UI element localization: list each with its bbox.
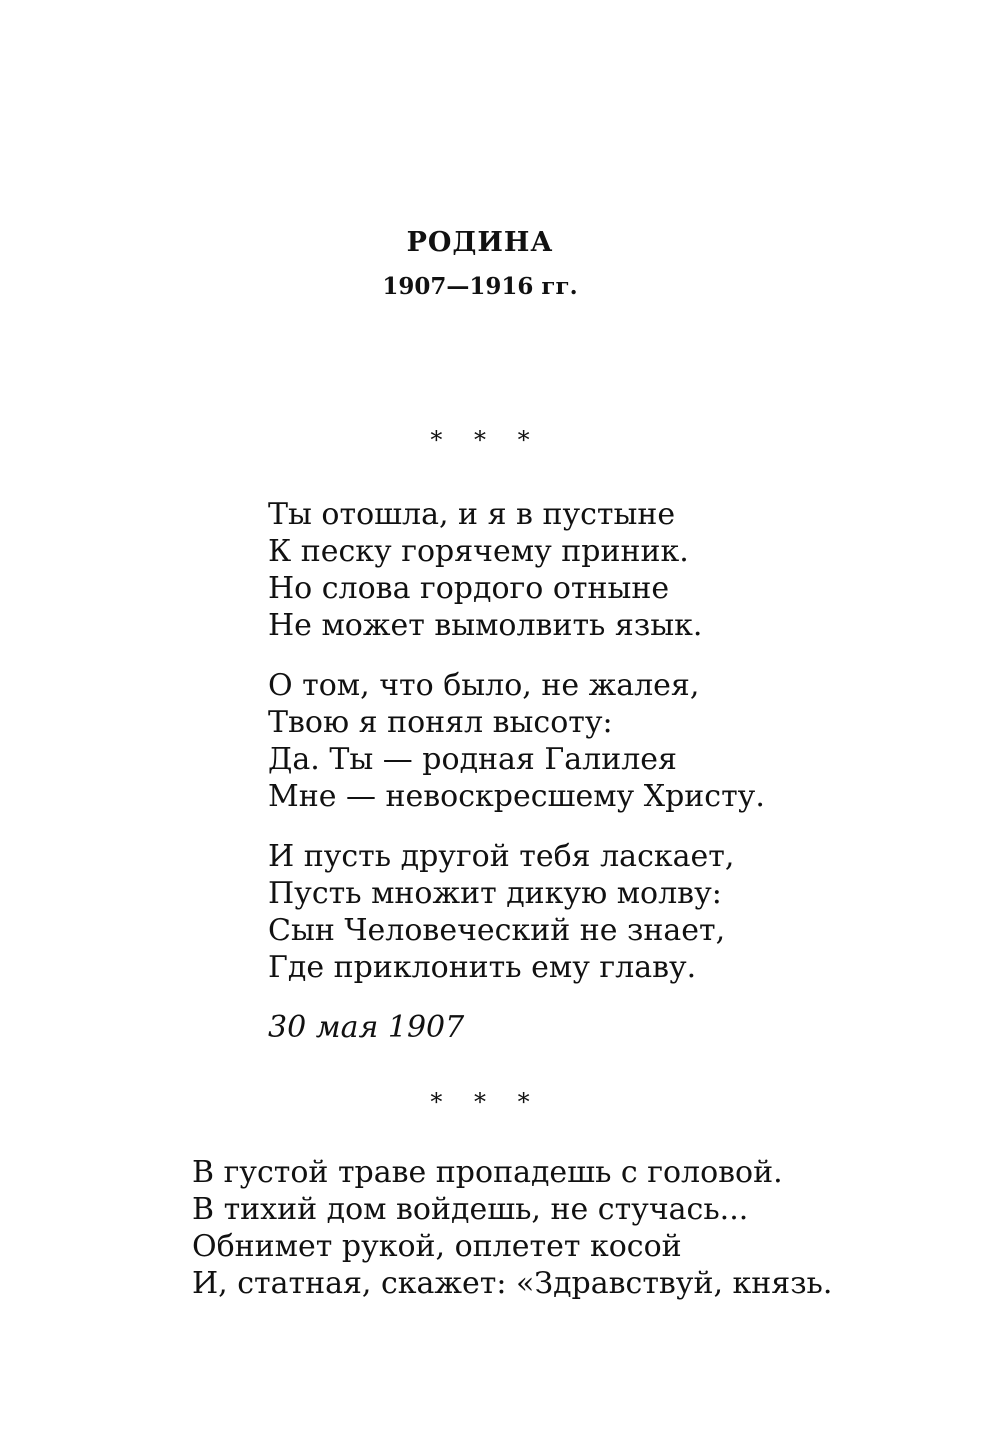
verse-line: Мне — невоскресшему Христу. [268, 779, 765, 814]
verse-line: Да. Ты — родная Галилея [268, 742, 677, 777]
stanza [268, 667, 765, 815]
verse-line: Твою я понял высоту: [268, 705, 613, 740]
verse-line: О том, что было, не жалея, [268, 668, 700, 703]
stanza [268, 838, 765, 986]
poem-2 [192, 1154, 832, 1325]
verse-line: Где приклонить ему главу. [268, 950, 697, 985]
verse-line: Ты отошла, и я в пустыне [268, 497, 676, 532]
stanza [268, 496, 765, 644]
section-title: РОДИНА [406, 227, 554, 258]
verse-line: Сын Человеческий не знает, [268, 913, 726, 948]
verse-line: Но слова гордого отныне [268, 571, 670, 606]
verse-line: В тихий дом войдешь, не стучась... [192, 1192, 749, 1227]
verse-line: Пусть множит дикую молву: [268, 876, 722, 911]
verse-line: Не может вымолвить язык. [268, 608, 703, 643]
stanza [192, 1154, 832, 1302]
verse-line: Обнимет рукой, оплетет косой [192, 1229, 682, 1264]
poem-date: 30 мая 1907 [268, 1010, 465, 1045]
section-years: 1907—1916 гг. [382, 273, 578, 300]
verse-line: И пусть другой тебя ласкает, [268, 839, 735, 874]
poem-2-asterism: * * * [430, 1088, 542, 1116]
poem-1-asterism: * * * [430, 426, 542, 454]
verse-line: В густой траве пропадешь с головой. [192, 1155, 783, 1190]
verse-line: К песку горячему приник. [268, 534, 689, 569]
verse-line: И, статная, скажет: «Здравствуй, князь. [192, 1266, 833, 1301]
poem-1 [268, 496, 765, 1046]
